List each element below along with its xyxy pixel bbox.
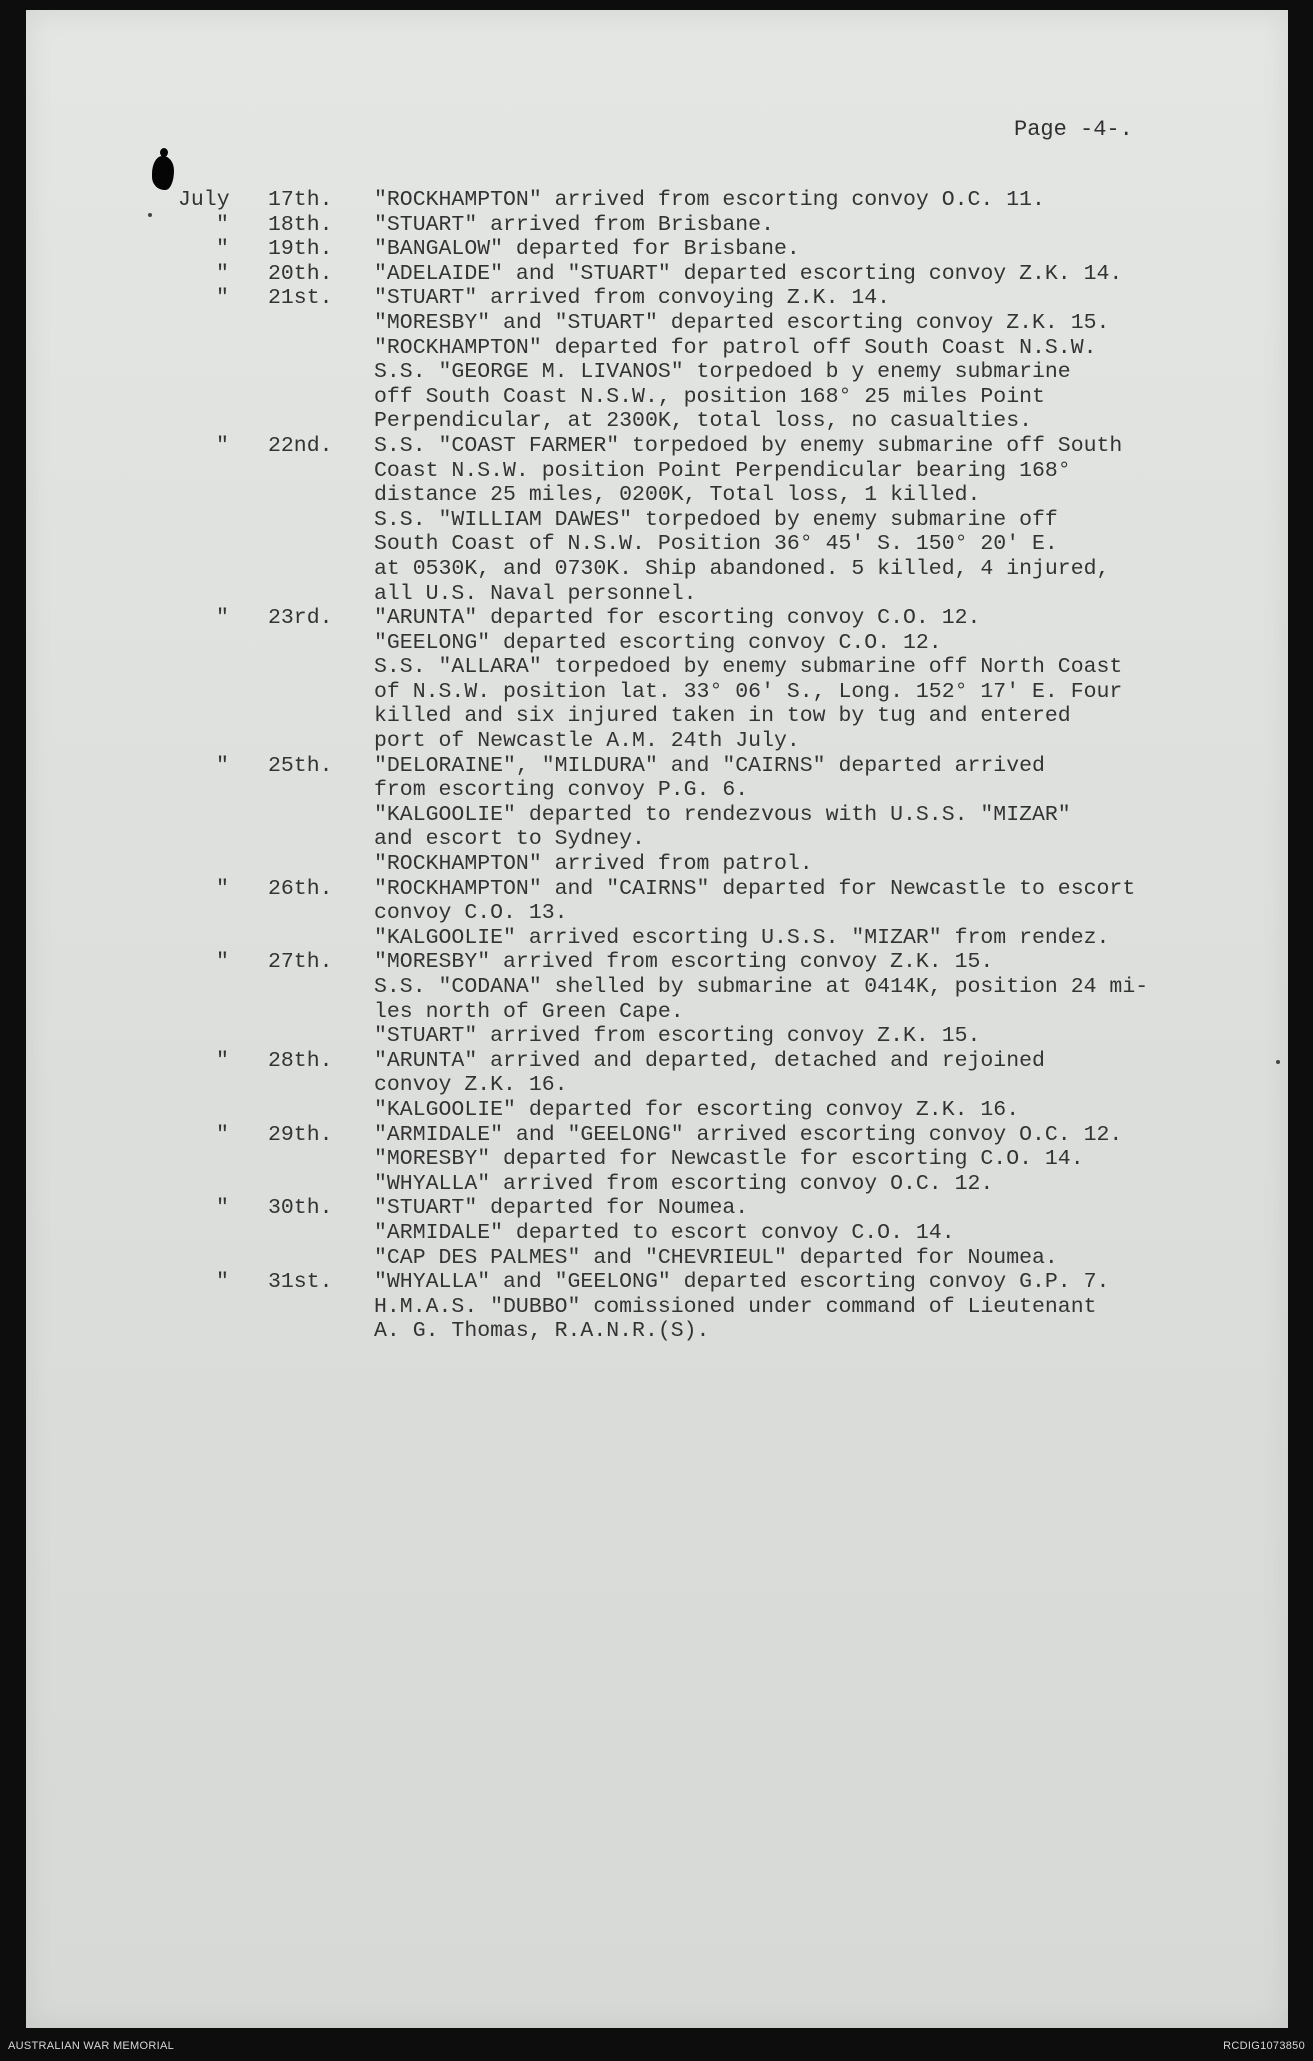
entry-month: July: [178, 188, 230, 212]
entry-text: "GEELONG" departed escorting convoy C.O. 12.: [374, 630, 942, 655]
ditto-mark: ": [216, 876, 229, 901]
ditto-mark: ": [216, 237, 229, 262]
log-entry-continuation: [0, 1246, 1313, 1271]
log-entry-continuation: [0, 975, 1313, 1000]
entry-day: 19th.: [268, 237, 333, 262]
entry-text: convoy Z.K. 16.: [374, 1073, 568, 1098]
ditto-mark: ": [216, 433, 229, 458]
entry-text: S.S. "CODANA" shelled by submarine at 0414K, position 24 mi-: [374, 975, 1149, 999]
daily-log: [0, 188, 1313, 1344]
entry-text: killed and six injured taken in tow by tug and entered: [374, 704, 1071, 729]
log-entry-continuation: [0, 557, 1313, 582]
entry-day: 31st.: [268, 1270, 333, 1295]
log-entry-continuation: [0, 1172, 1313, 1197]
log-entry-row: [0, 262, 1313, 287]
log-entry-row: [0, 237, 1313, 262]
log-entry-continuation: [0, 1319, 1313, 1344]
entry-text: "MORESBY" and "STUART" departed escorting convoy Z.K. 15.: [374, 310, 1110, 335]
log-entry-row: [0, 1270, 1313, 1295]
entry-text: and escort to Sydney.: [374, 827, 645, 852]
log-entry-continuation: [0, 360, 1313, 385]
log-entry-continuation: [0, 508, 1313, 533]
ditto-mark: ": [216, 1270, 229, 1295]
log-entry-continuation: [0, 729, 1313, 754]
entry-text: H.M.A.S. "DUBBO" comissioned under command of Lieutenant: [374, 1294, 1097, 1319]
log-entry-continuation: [0, 1073, 1313, 1098]
entry-day: 27th.: [268, 950, 333, 975]
entry-text: Coast N.S.W. position Point Perpendicular bearing 168°: [374, 458, 1071, 483]
entry-text: les north of Green Cape.: [374, 999, 684, 1024]
log-entry-continuation: [0, 704, 1313, 729]
log-entry-continuation: [0, 409, 1313, 434]
entry-text: South Coast of N.S.W. Position 36° 45' S. 150° 20' E.: [374, 532, 1058, 557]
log-entry-continuation: [0, 1221, 1313, 1246]
entry-text: "DELORAINE", "MILDURA" and "CAIRNS" departed arrived: [374, 753, 1045, 778]
log-entry-row: [0, 213, 1313, 238]
log-entry-continuation: [0, 311, 1313, 336]
entry-text: "KALGOOLIE" departed to rendezvous with U.S.S. "MIZAR": [374, 802, 1071, 827]
log-entry-row: [0, 1196, 1313, 1221]
log-entry-continuation: [0, 655, 1313, 680]
entry-text: S.S. "GEORGE M. LIVANOS" torpedoed b y enemy submarine: [374, 360, 1071, 385]
log-entry-continuation: [0, 1098, 1313, 1123]
entry-text: "ARUNTA" arrived and departed, detached and rejoined: [374, 1048, 1045, 1073]
ditto-mark: ": [216, 286, 229, 311]
entry-text: "ROCKHAMPTON" arrived from escorting convoy O.C. 11.: [374, 188, 1045, 212]
log-entry-continuation: [0, 483, 1313, 508]
entry-day: 22nd.: [268, 433, 333, 458]
entry-text: "STUART" departed for Noumea.: [374, 1196, 749, 1221]
log-entry-continuation: [0, 336, 1313, 361]
entry-text: "MORESBY" arrived from escorting convoy Z.K. 15.: [374, 950, 994, 975]
log-entry-continuation: [0, 1000, 1313, 1025]
entry-text: "WHYALLA" and "GEELONG" departed escorting convoy G.P. 7.: [374, 1270, 1110, 1295]
footer-institution: AUSTRALIAN WAR MEMORIAL: [8, 2040, 175, 2052]
entry-text: "KALGOOLIE" departed for escorting convoy Z.K. 16.: [374, 1097, 1020, 1122]
log-entry-continuation: [0, 778, 1313, 803]
entry-text: "ADELAIDE" and "STUART" departed escorting convoy Z.K. 14.: [374, 261, 1123, 286]
footer-record-id: RCDIG1073850: [1223, 2040, 1305, 2052]
ditto-mark: ": [216, 950, 229, 975]
log-entry-continuation: [0, 459, 1313, 484]
log-entry-row: [0, 286, 1313, 311]
log-entry-continuation: [0, 1147, 1313, 1172]
entry-text: "MORESBY" departed for Newcastle for escorting C.O. 14.: [374, 1147, 1084, 1172]
entry-text: off South Coast N.S.W., position 168° 25 miles Point: [374, 384, 1045, 409]
entry-text: "STUART" arrived from convoying Z.K. 14.: [374, 286, 891, 311]
entry-text: "ARUNTA" departed for escorting convoy C.O. 12.: [374, 606, 981, 631]
entry-text: from escorting convoy P.G. 6.: [374, 778, 749, 803]
entry-text: port of Newcastle A.M. 24th July.: [374, 729, 800, 754]
entry-day: 30th.: [268, 1196, 333, 1221]
entry-text: "ROCKHAMPTON" departed for patrol off South Coast N.S.W.: [374, 335, 1097, 360]
entry-day: 17th.: [268, 188, 333, 212]
entry-text: "CAP DES PALMES" and "CHEVRIEUL" departed for Noumea.: [374, 1245, 1058, 1270]
entry-day: 29th.: [268, 1122, 333, 1147]
log-entry-continuation: [0, 1295, 1313, 1320]
log-entry-continuation: [0, 582, 1313, 607]
entry-text: S.S. "WILLIAM DAWES" torpedoed by enemy submarine off: [374, 507, 1058, 532]
entry-text: "BANGALOW" departed for Brisbane.: [374, 237, 800, 262]
log-entry-row: [0, 754, 1313, 779]
entry-text: "STUART" arrived from Brisbane.: [374, 212, 774, 237]
entry-text: "WHYALLA" arrived from escorting convoy O.C. 12.: [374, 1171, 994, 1196]
entry-text: Perpendicular, at 2300K, total loss, no casualties.: [374, 409, 1033, 434]
ditto-mark: ": [216, 261, 229, 286]
ditto-mark: ": [216, 753, 229, 778]
ditto-mark: ": [216, 212, 229, 237]
log-entry-continuation: [0, 1024, 1313, 1049]
log-entry-row: [0, 1123, 1313, 1148]
entry-text: "ROCKHAMPTON" and "CAIRNS" departed for Newcastle to escort: [374, 876, 1136, 901]
entry-day: 18th.: [268, 212, 333, 237]
entry-text: S.S. "ALLARA" torpedoed by enemy submarine off North Coast: [374, 655, 1123, 680]
entry-text: of N.S.W. position lat. 33° 06' S., Long. 152° 17' E. Four: [374, 679, 1123, 704]
page-number: Page -4-.: [1014, 117, 1133, 142]
log-entry-continuation: [0, 852, 1313, 877]
entry-day: 28th.: [268, 1048, 333, 1073]
entry-text: distance 25 miles, 0200K, Total loss, 1 killed.: [374, 483, 981, 508]
log-entry-row: [0, 877, 1313, 902]
entry-text: "STUART" arrived from escorting convoy Z.K. 15.: [374, 1024, 981, 1049]
ditto-mark: ": [216, 1196, 229, 1221]
log-entry-continuation: [0, 680, 1313, 705]
entry-text: at 0530K, and 0730K. Ship abandoned. 5 killed, 4 injured,: [374, 556, 1110, 581]
log-entry-continuation: [0, 631, 1313, 656]
log-entry-continuation: [0, 385, 1313, 410]
entry-day: 21st.: [268, 286, 333, 311]
log-entry-row: [0, 950, 1313, 975]
entry-day: 26th.: [268, 876, 333, 901]
entry-day: 23rd.: [268, 606, 333, 631]
ditto-mark: ": [216, 1122, 229, 1147]
entry-text: "ROCKHAMPTON" arrived from patrol.: [374, 852, 813, 877]
entry-text: "ARMIDALE" and "GEELONG" arrived escorting convoy O.C. 12.: [374, 1122, 1123, 1147]
punch-hole: [152, 156, 174, 190]
entry-text: A. G. Thomas, R.A.N.R.(S).: [374, 1319, 710, 1344]
log-entry-continuation: [0, 926, 1313, 951]
log-entry-row: [0, 188, 1313, 213]
entry-text: "KALGOOLIE" arrived escorting U.S.S. "MIZAR" from rendez.: [374, 925, 1110, 950]
entry-text: "ARMIDALE" departed to escort convoy C.O. 14.: [374, 1220, 955, 1245]
log-entry-continuation: [0, 532, 1313, 557]
log-entry-row: [0, 434, 1313, 459]
entry-text: all U.S. Naval personnel.: [374, 581, 697, 606]
log-entry-row: [0, 1049, 1313, 1074]
ditto-mark: ": [216, 606, 229, 631]
entry-text: convoy C.O. 13.: [374, 901, 568, 926]
entry-day: 20th.: [268, 261, 333, 286]
log-entry-continuation: [0, 827, 1313, 852]
log-entry-continuation: [0, 901, 1313, 926]
log-entry-continuation: [0, 803, 1313, 828]
log-entry-row: [0, 606, 1313, 631]
ditto-mark: ": [216, 1048, 229, 1073]
entry-day: 25th.: [268, 753, 333, 778]
entry-text: S.S. "COAST FARMER" torpedoed by enemy submarine off South: [374, 433, 1123, 458]
